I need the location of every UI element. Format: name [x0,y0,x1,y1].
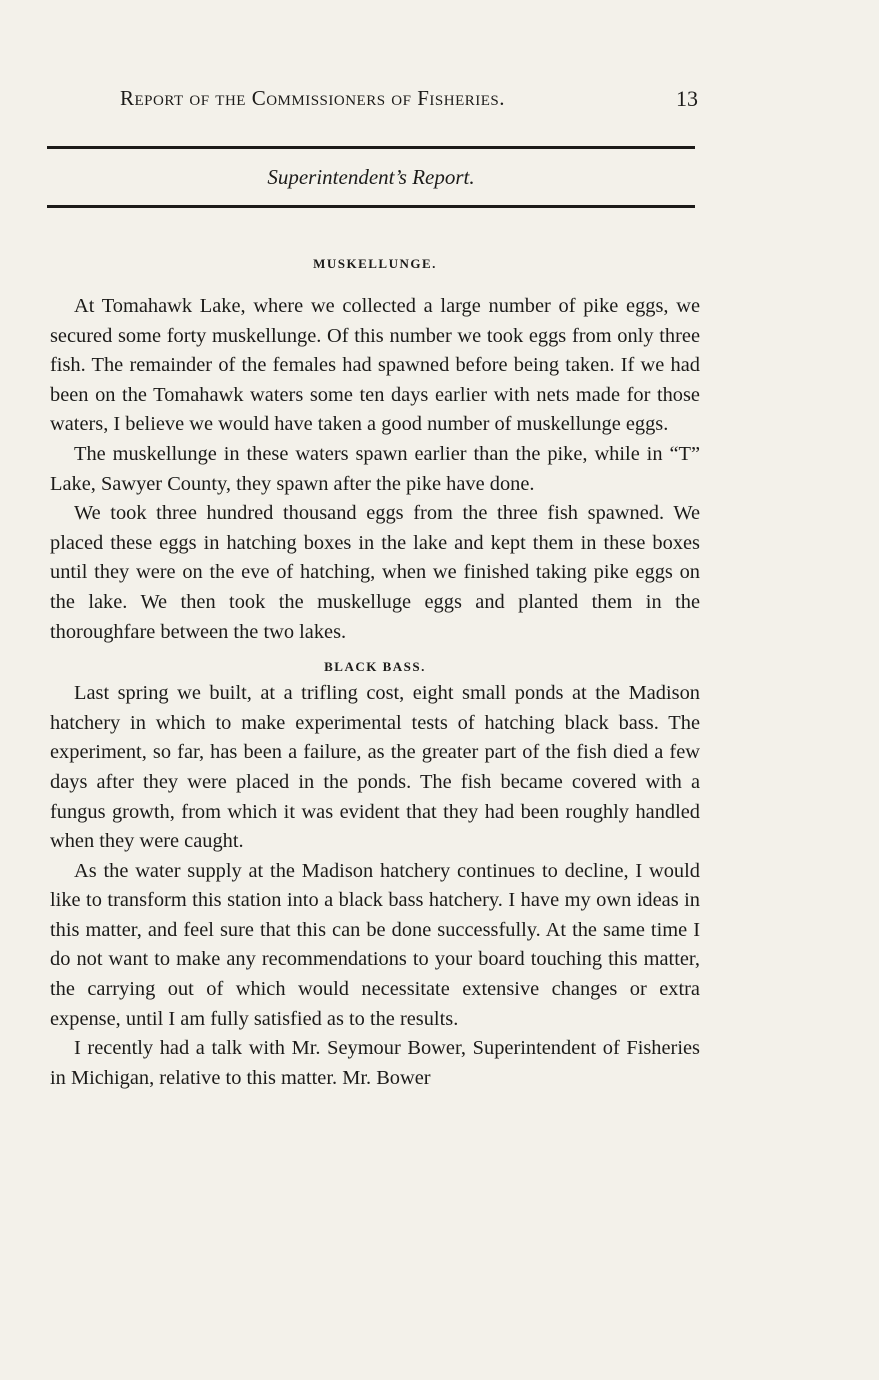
section-heading-muskellunge: MUSKELLUNGE. [313,256,437,271]
paragraph: At Tomahawk Lake, where we collected a large number of pike eggs, we secured some forty muskellunge. Of this number we took eggs from only three fish. The remainder of the females had spawned before being taken. If we had been on the Tomahawk waters some ten days earlier with nets made for those waters, I believe we would have taken a good number of muskellunge eggs. [50,295,700,436]
running-title: Report of the Commissioners of Fisheries. [120,86,505,110]
header-rule-top [47,146,695,149]
paragraph: I recently had a talk with Mr. Seymour Bower, Superintendent of Fisheries in Michigan, relative to this matter. Mr. Bower [50,1037,700,1089]
section-subhead: Superintendent’s Report. [267,165,475,189]
paragraph: Last spring we built, at a trifling cost, eight small ponds at the Madison hatchery in which to make experimental tests of hatching black bass. The experiment, so far, has been a failure, as the greater part of the fish died a few days after they were placed in the ponds. The fish became covered with a fungus growth, from which it was evident that they had been roughly handled when they were caught. [50,682,700,853]
body-text [50,256,700,1093]
paragraph: We took three hundred thousand eggs from the three fish spawned. We placed these eggs in hatching boxes in the lake and kept them in these boxes until they were on the eve of hatching, when we finished taking pike eggs on the lake. We then took the muskelluge eggs and planted them in the thoroughfare between the two lakes. [50,502,700,643]
running-head [50,86,700,120]
header-rule-bottom [47,205,695,208]
page-number: 13 [676,86,698,111]
paragraph: The muskellunge in these waters spawn earlier than the pike, while in “T” Lake, Sawyer County, they spawn after the pike have done. [50,442,700,495]
section-heading-black-bass: BLACK BASS. [324,659,426,675]
paragraph: As the water supply at the Madison hatchery continues to decline, I would like to transform this station into a black bass hatchery. I have my own ideas in this matter, and feel sure that this can be done successfully. At the same time I do not want to make any recommendations to your board touching this matter, the carrying out of which would necessitate extensive changes or extra expense, until I am fully satisfied as to the results. [50,859,700,1030]
